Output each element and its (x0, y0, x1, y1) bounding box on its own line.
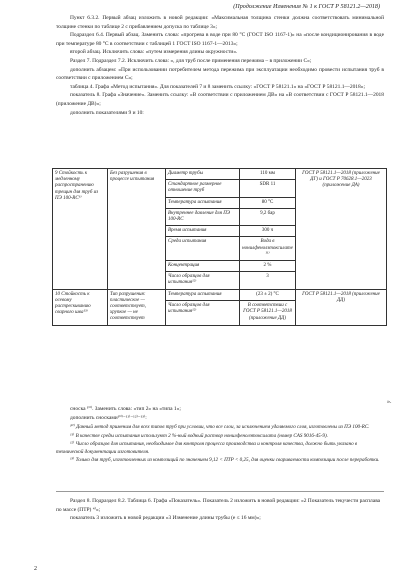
param-name: Среда испытания (166, 237, 240, 261)
param-value: 3 (240, 272, 296, 289)
indicator-value: Тип разрушения: пластическое — соответствует, хрупкое — не соответствует (108, 289, 166, 325)
param-name: Число образцов для испытания¹²⁾ (166, 301, 240, 325)
paragraph: дополнить показателями 9 и 10: (70, 109, 144, 116)
table-row (53, 289, 387, 301)
param-name: Температура испытания (166, 289, 240, 301)
paragraph: показатель 3 изложить в новой редакции «3 Изменение длины трубы (е ≤ 16 мм)»; (70, 515, 261, 522)
param-name: Концентрация (166, 261, 240, 272)
footnotes (56, 424, 384, 466)
page-number: 2 (34, 566, 37, 572)
footnote: ¹³⁾ Только для труб, изготовленных из композиций по значением 9,12 < ПТР < 0,25, для оценки свариваемости композиции после переработки. (70, 457, 380, 464)
param-value: 110 мм (240, 169, 296, 180)
paragraph: второй абзац. Исключить слова: «путем измерения длины окружности». (70, 49, 238, 56)
param-value: Вода в нонилфенолэтоксилате ¹¹⁾ (240, 237, 296, 261)
param-value: 9,2 бар (240, 208, 296, 225)
paragraph: сноска ¹⁰⁾. Заменить слова: «тип 2» на «типа 1»; (70, 406, 181, 412)
param-value: 2 % (240, 261, 296, 272)
paragraph: дополнить абзацем: «При использовании потребителем метода пережима при эксплуатации необходимо провести испытания труб в соответствии с приложением С»; (56, 66, 384, 82)
param-name: Температура испытания (166, 197, 240, 208)
test-method: ГОСТ Р 58121.1—2018 (приложение ДД) (296, 289, 387, 325)
amendment-text-after-table (56, 405, 384, 422)
param-value: SDR 11 (240, 180, 296, 197)
closing-quote-mark: ». (387, 399, 392, 405)
paragraph: Подраздел 6.4. Первый абзац. Заменить слова: «прогрева в воде при 80 °С (ГОСТ ISO 1167-1)» на «после кондиционирования в воде при температуре 80 °С в соответствии с таблицей 1 ГОСТ ISO 1167-1—2013»; (56, 32, 384, 47)
paragraph: показатель 8. Графа «Значение». Заменить ссылку: «В соответствии с приложением ДВ» на «В соответствии с ГОСТ Р 58121.1—2018 (приложение ДВ)»; (56, 92, 384, 107)
test-method: ГОСТ Р 58121.1—2018 (приложение ДГ) и ГОСТ Р 70628.1—2023 (приложение ДА) (296, 169, 387, 290)
paragraph: дополнить сносками¹⁰⁾⁻¹¹⁾⁻¹²⁾⁻¹³⁾: (70, 414, 147, 421)
paragraph: Пункт 6.3.2. Первый абзац изложить в новой редакции: «Максимальная толщина стенки должна соответствовать минимальной толщине стенки по таблице 2 с прибавлением допуска по таблице 3»; (56, 15, 384, 30)
page-header: (Продолжение Изменения № 1 к ГОСТ Р 58121.2—2018) (233, 4, 380, 10)
param-name: Внутреннее давление для ПЭ 100-RC (166, 208, 240, 225)
paragraph: Раздел 7. Подраздел 7.2. Исключить слова: «, для труб после применения пережима – в приложении С»; (70, 57, 312, 64)
param-name: Число образцов для испытания¹²⁾ (166, 272, 240, 289)
param-name: Время испытания (166, 226, 240, 237)
indicator-table (52, 168, 386, 326)
footnote: ¹²⁾ Число образцов для испытания, необходимое для контроля процесса производства и контроля качества, должно быть указано в технической документации изготовителя. (56, 441, 358, 455)
footnote: ¹¹⁾ В качестве среды испытания используют 2 %-ный водный раствор нонилфенолэтоксилата (номер CAS 9016-45-9). (70, 432, 328, 439)
indicator-label: 10 Стойкость к осевому растрескиванию сварного шва¹³⁾ (53, 289, 108, 325)
param-value: 80 °С (240, 197, 296, 208)
paragraph: таблица 4. Графа «Метод испытания». Для показателей 7 и 8 заменить ссылку: «ГОСТ Р 58121.1» на «ГОСТ Р 58121.1—2018»; (70, 83, 365, 90)
amendment-text-top (56, 14, 384, 117)
table-row (53, 169, 387, 180)
amendment-text-bottom (56, 497, 384, 523)
paragraph: Раздел 8. Подраздел 8.2. Таблица 6. Графа «Показатель». Показатель 2 изложить в новой редакции: «2 Показатель текучести расплава по массе (ПТР) ⁴⁾»; (56, 498, 381, 513)
indicator-label: 9 Стойкость к медленному распространению трещин для труб из ПЭ 100-RC⁶⁾ (53, 169, 108, 290)
param-value: 300 ч (240, 226, 296, 237)
param-value: В соответствии с ГОСТ Р 58121.1—2018 (приложение ДД) (240, 301, 296, 325)
param-value: (23 ± 2) °С (240, 289, 296, 301)
footnote: ¹⁰⁾ Данный метод применим для всех типов труб при условии, что все слои, за исключением удаляемого слоя, изготовлены из ПЭ 100-RC. (70, 424, 370, 430)
indicator-value: Без разрушения в процессе испытания (108, 169, 166, 290)
param-name: Диаметр трубы (166, 169, 240, 180)
section-divider (56, 491, 384, 492)
param-name: Стандартное размерное отношение труб (166, 180, 240, 197)
